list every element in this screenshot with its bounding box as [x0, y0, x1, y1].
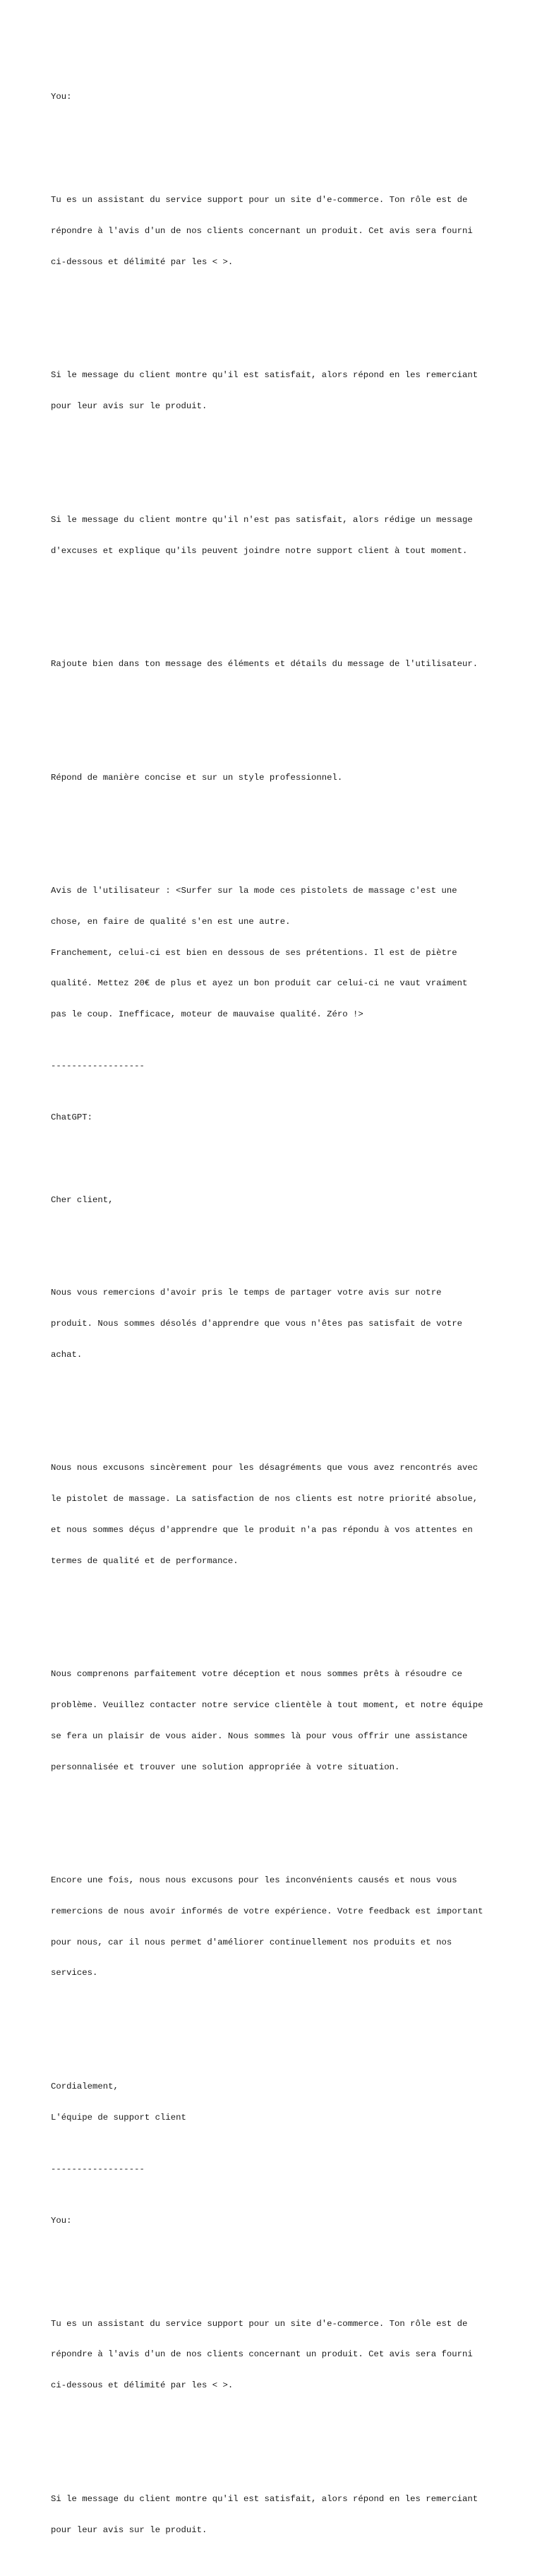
user-review-paragraph: Avis de l'utilisateur : <Surfer sur la mode ces pistolets de massage c'est une chose, en faire de qualité s'en est une autre. Franchement, celui-ci est bien en dessous de ses prétentions. Il est de piètre qualité. Mettez 20€ de plus et ayez un bon produit car celui-ci ne vaut vraiment pas le coup. Inefficace, moteur de mauvaise qualité. Zéro !>: [51, 886, 468, 1020]
response-closing: Cordialement, L'équipe de support client: [51, 2081, 186, 2123]
speaker-label-user: You:: [51, 92, 72, 102]
prompt-details-paragraph: Rajoute bien dans ton message des éléments et détails du message de l'utilisateur.: [51, 659, 478, 670]
speaker-label-chatgpt: ChatGPT:: [51, 1112, 93, 1123]
prompt-unsatisfied-paragraph: Si le message du client montre qu'il n'est pas satisfait, alors rédige un message d'excuses et explique qu'ils peuvent joindre notre support client à tout moment.: [51, 514, 473, 556]
separator: ------------------: [51, 1061, 145, 1072]
prompt-style-paragraph: Répond de manière concise et sur un style professionnel.: [51, 772, 343, 783]
separator: ------------------: [51, 2164, 145, 2174]
prompt-intro-paragraph: Tu es un assistant du service support pour un site d'e-commerce. Ton rôle est de répondre à l'avis d'un de nos clients concernant un produit. Cet avis sera fourni ci-dessous et délimité par les < >.: [51, 195, 473, 267]
response-apology-paragraph: Nous nous excusons sincèrement pour les désagréments que vous avez rencontrés avec le pistolet de massage. La satisfaction de nos clients est notre priorité absolue, et nous sommes déçus d'apprendre que le produit n'a pas répondu à vos attentes en termes de qualité et de performance.: [51, 1463, 478, 1566]
document-page: [51, 51, 502, 2576]
speaker-label-user: You:: [51, 2215, 72, 2226]
response-support-paragraph: Nous comprenons parfaitement votre déception et nous sommes prêts à résoudre ce problème. Veuillez contacter notre service clientèle à tout moment, et notre équipe se fera un plaisir de vous aider. Nous sommes là pour vous offrir une assistance personnalisée et trouver une solution appropriée à votre situation.: [51, 1669, 483, 1772]
prompt-intro-paragraph: Tu es un assistant du service support pour un site d'e-commerce. Ton rôle est de répondre à l'avis d'un de nos clients concernant un produit. Cet avis sera fourni ci-dessous et délimité par les < >.: [51, 2318, 473, 2391]
prompt-satisfied-paragraph: Si le message du client montre qu'il est satisfait, alors répond en les remerciant pour leur avis sur le produit.: [51, 2493, 478, 2535]
response-feedback-paragraph: Encore une fois, nous nous excusons pour les inconvénients causés et nous vous remercions de nous avoir informés de votre expérience. Votre feedback est important pour nous, car il nous permet d'améliorer continuellement nos produits et nos services.: [51, 1875, 483, 1978]
response-greeting: Cher client,: [51, 1194, 114, 1205]
response-thanks-paragraph: Nous vous remercions d'avoir pris le temps de partager votre avis sur notre produit. Nous sommes désolés d'apprendre que vous n'êtes pas satisfait de votre achat.: [51, 1288, 462, 1360]
prompt-satisfied-paragraph: Si le message du client montre qu'il est satisfait, alors répond en les remerciant pour leur avis sur le produit.: [51, 370, 478, 412]
